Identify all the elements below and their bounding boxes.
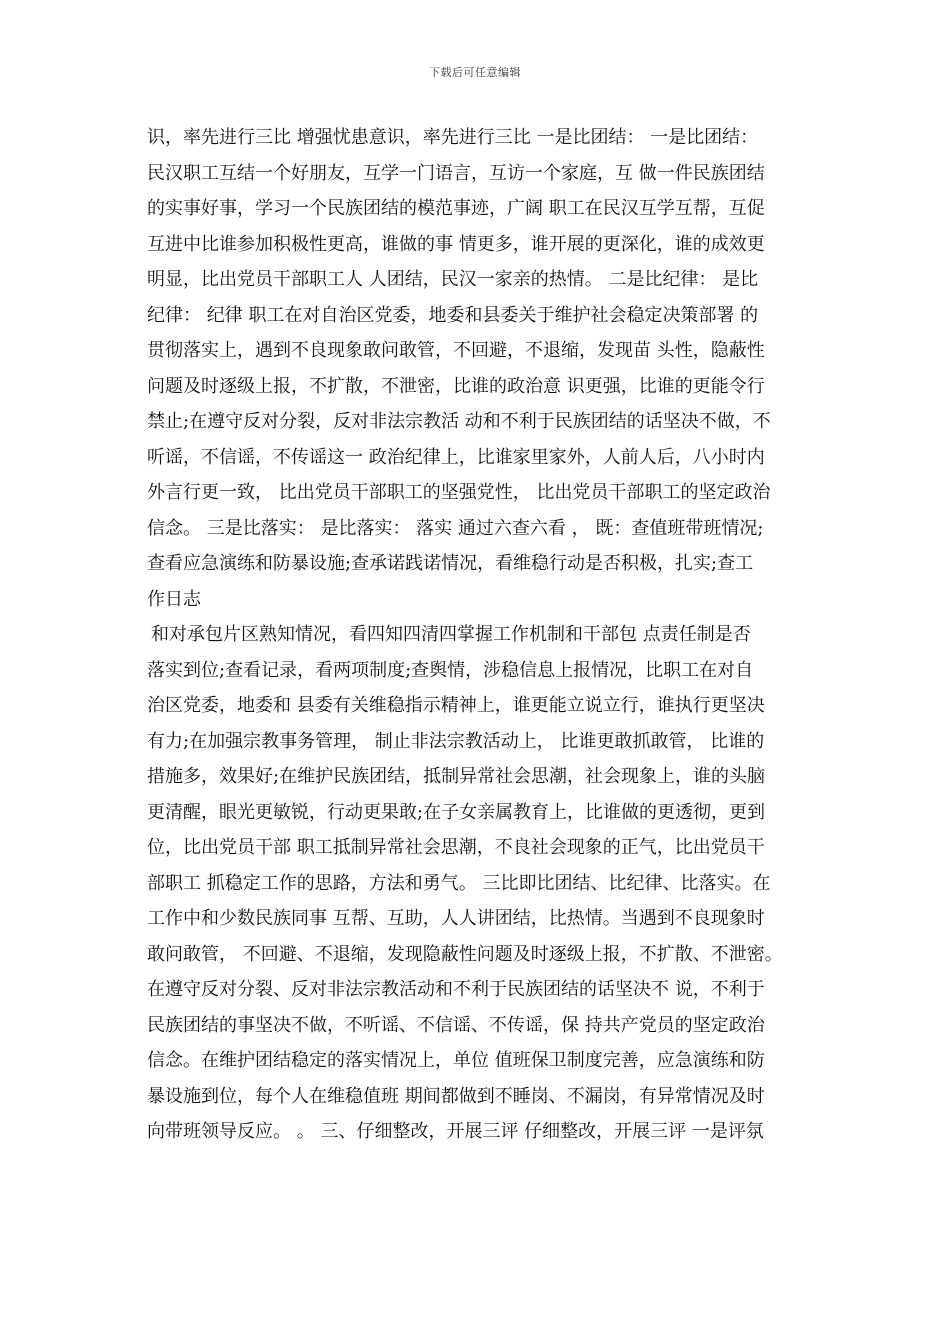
text-line: 民族团结的事坚决不做，不听谣、不信谣、不传谣，保 持共产党员的坚定政治 — [147, 1014, 765, 1036]
text-line: 识，率先进行三比 增强忧患意识，率先进行三比 一是比团结： 一是比团结： — [147, 127, 759, 148]
text-line: 作日志 — [147, 588, 201, 610]
text-line: 查看应急演练和防暴设施;查承诺践诺情况，看维稳行动是否积极，扎实;查工 — [147, 553, 754, 574]
document-body — [147, 120, 815, 1150]
text-line: 措施多，效果好;在维护民族团结，抵制异常社会思潮，社会现象上，谁的头脑 — [147, 766, 766, 787]
text-line: 向带班领导反应。 。 三、仔细整改，开展三评 仔细整改，开展三评 一是评氛 — [147, 1121, 764, 1142]
text-line: 工作中和少数民族同事 互帮、互助，人人讲团结，比热情。当遇到不良现象时 — [147, 908, 765, 929]
text-line: 信念。在维护团结稳定的落实情况上，单位 值班保卫制度完善，应急演练和防 — [147, 1050, 765, 1071]
text-line: 更清醒，眼光更敏锐，行动更果敢;在子女亲属教育上，比谁做的更透彻，更到 — [147, 801, 766, 823]
text-line: 有力;在加强宗教事务管理， 制止非法宗教活动上， 比谁更敢抓敢管， 比谁的 — [147, 730, 765, 752]
text-line: 信念。 三是比落实： 是比落实： 落实 通过六查六看 ， 既：查值班带班情况; — [147, 517, 764, 539]
text-line: 和对承包片区熟知情况，看四知四清四掌握工作机制和干部包 点责任制是否 — [151, 624, 751, 645]
page-header: 下载后可任意编辑 — [429, 66, 521, 79]
text-line: 听谣，不信谣，不传谣这一 政治纪律上，比谁家里家外，人前人后，八小时内 — [147, 446, 765, 468]
text-line: 治区党委，地委和 县委有关维稳指示精神上，谁更能立说立行，谁执行更坚决 — [147, 695, 765, 716]
text-line: 落实到位;查看记录，看两项制度;查舆情，涉稳信息上报情况，比职工在对自 — [147, 659, 754, 681]
text-line: 部职工 抓稳定工作的思路，方法和勇气。 三比即比团结、比纪律、比落实。在 — [147, 872, 771, 894]
text-line: 纪律： 纪律 职工在对自治区党委，地委和县委关于维护社会稳定决策部署 的 — [147, 304, 759, 326]
text-line: 外言行更一致， 比出党员干部职工的坚强党性， 比出党员干部职工的坚定政治 — [147, 482, 771, 503]
text-line: 明显，比出党员干部职工人 人团结，民汉一家亲的热情。 二是比纪律： 是比 — [147, 269, 759, 290]
text-line: 贯彻落实上，遇到不良现象敢问敢管，不回避，不退缩，发现苗 头性，隐蔽性 — [147, 340, 765, 361]
text-line: 在遵守反对分裂、反对非法宗教活动和不利于民族团结的话坚决不 说，不利于 — [147, 979, 765, 1000]
text-line: 民汉职工互结一个好朋友，互学一门语言，互访一个家庭，互 做一件民族团结 — [147, 162, 765, 184]
text-line: 禁止;在遵守反对分裂，反对非法宗教活 动和不利于民族团结的话坚决不做，不 — [147, 411, 771, 432]
text-line: 敢问敢管， 不回避、不退缩，发现隐蔽性问题及时逐级上报，不扩散、不泄密。 — [147, 943, 783, 965]
text-line: 问题及时逐级上报，不扩散，不泄密，比谁的政治意 识更强，比谁的更能令行 — [147, 375, 765, 397]
text-line: 位，比出党员干部 职工抵制异常社会思潮，不良社会现象的正气，比出党员干 — [147, 837, 765, 858]
text-line: 互进中比谁参加积极性更高，谁做的事 情更多，谁开展的更深化，谁的成效更 — [147, 233, 765, 255]
text-line: 的实事好事，学习一个民族团结的模范事迹，广阔 职工在民汉互学互帮，互促 — [147, 198, 765, 219]
text-line: 暴设施到位，每个人在维稳值班 期间都做到不睡岗、不漏岗，有异常情况及时 — [147, 1085, 765, 1107]
